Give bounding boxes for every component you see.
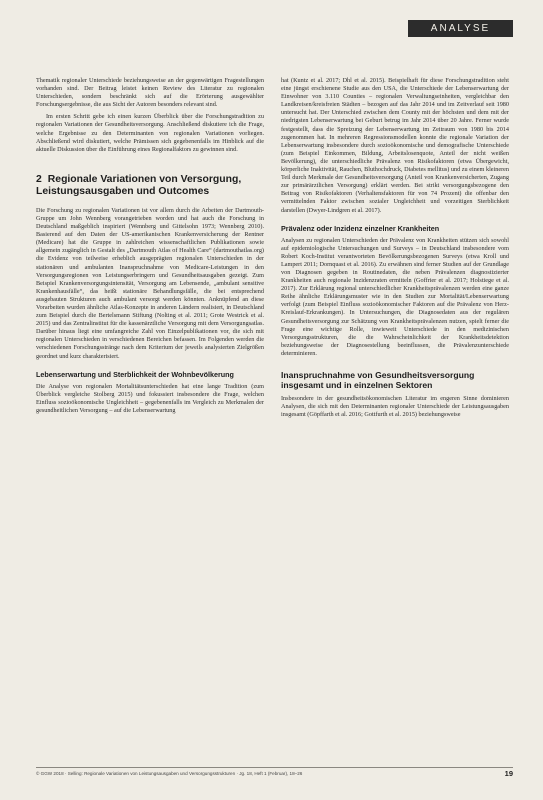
section-title: Regionale Variationen von Versorgung, Leistungsausgaben und Outcomes bbox=[36, 173, 242, 198]
left-column bbox=[36, 77, 264, 419]
right-column bbox=[281, 77, 509, 423]
paragraph: Thematik regionaler Unterschiede beziehungsweise an der gegenwärtigen Fragestellungen vorhanden sind. Der Beitrag leistet keinen Review des Literatur zu regionalen Unterschieden, sondern beschränkt sich auf die Erörterung ausgewählter Forschungsergebnisse, die aus Sicht der Autoren besonders relevant sind. bbox=[36, 77, 264, 109]
section-heading bbox=[36, 174, 264, 199]
page-number: 19 bbox=[504, 769, 513, 778]
paragraph: Die Analyse von regionalen Mortalitätsunterschieden hat eine lange Tradition (zum Überblick vergleiche Stolberg 2015) und fokussiert insbesondere die Frage, welchen Einfluss sozioökonomische Ungleichheit – gegebenenfalls im Vergleich zu Merkmalen der gesundheitlichen Versorgung – auf die Lebenserwartung bbox=[36, 382, 264, 414]
subsection-heading: Inanspruchnahme von Gesundheitsversorgung insgesamt und in einzelnen Sektoren bbox=[281, 370, 475, 391]
footer-citation: © GGW 2018 · Selling: Regionale Variationen von Leistungsausgaben und Versorgungsstrukturen · Jg. 18, Heft 1 (Februar), 18–26 bbox=[36, 771, 303, 776]
subsection-heading: Lebenserwartung und Sterblichkeit der Wohnbevölkerung bbox=[36, 369, 234, 379]
footer-divider bbox=[36, 767, 513, 768]
paragraph: Insbesondere in der gesundheitsökonomischen Literatur im engeren Sinne dominieren Analysen, die sich mit den Determinanten regionaler Unterschiede der Leistungsausgaben insgesamt (Göpffarth et al. 2016; Gottfurth et al. 2015) beziehungsweise bbox=[281, 394, 509, 418]
paragraph: hat (Kuntz et al. 2017; Dhl et al. 2015). Beispielhaft für diese Forschungstradition steht eine jüngst erschienene Studie aus den USA, die Unterschiede der Lebenserwartung der Einwohner von 3.110 Counties – regionalen Verwaltungseinheiten, vergleichbar den Landkreisen/kreisfreien Städten – bezogen auf das Jahr 2014 und im Zeitverlauf seit 1980 untersucht hat. Der Unterschied zwischen dem County mit der höchsten und dem mit der niedrigsten Lebenserwartung bei Geburt betrug im Jahr 2014 über 20 Jahre. Ferner wurde festgestellt, dass die Spreizung der Lebenserwartung im Zeitraum von 1980 bis 2014 zugenommen hat. In mehreren Regressionsmodellen konnte die regionale Variation der Lebenserwartung insbesondere durch sozioökonomische und demografische Unterschiede (zum Beispiel Einkommen, Bildung, Arbeitslosenquote, Anteil der nicht weißen Bevölkerung), die unterschiedliche Prävalenz von Risikofaktoren (etwa Übergewicht, körperliche Inaktivität, Rauchen, Bluthochdruck, Diabetes mellitus) und zu einem kleineren Teil durch Merkmale der Gesundheitsversorgung (Anteil von Krankenversicherten, Zugang zur primärärztlichen Versorgung) erklärt werden. Bei strikt versorgungsbezogene den Beitrag von Risikofaktoren (Verhaltensfaktoren für von 74 Prozent) die offenbar den vermittelnden Faktor zwischen sozialer Ungleichheit und vorzeitigen Sterblichkeit darstellen (Dwyer-Lindgren et al. 2017). bbox=[281, 77, 509, 214]
paragraph: Im ersten Schritt gebe ich einen kurzen Überblick über die Forschungstradition zu regionalen Variationen der Gesundheitsversorgung. Anschließend diskutiere ich die Frage, welche Ergebnisse zu den Determinanten von regionalen Variationen vorliegen. Abschließend wird diskutiert, welche Prämissen sich gegebenenfalls im Hinblick auf die aktuelle Diskussion über die Einführung eines Regionalfaktors zu gewinnen sind. bbox=[36, 113, 264, 153]
paragraph: Analysen zu regionalen Unterschieden der Prävalenz von Krankheiten stützen sich sowohl auf epidemiologische Untersuchungen und Surveys – in Deutschland insbesondere vom Robert Koch-Institut verantworteten Bevölkerungsbezogenen Surveys (etwa Kroll und Lampert 2011; Dornquast et al. 2016). Zu erwähnen sind ferner Studien auf der Grundlage von Diagnosen gegeben in Routinedaten, die neben Prävalenzen diagnostizierter Krankheiten auch regionale Inzidenzraten ermitteln (Goffrier et al. 2017; Holstiege et al. 2017). Zur Erklärung regional unterschiedlicher Krankheitsprävalenzen werden eine ganze Reihe ähnliche Erklärungsmuster wie in den Studien zur Mortalität/Lebenserwartung verfolgt (zum Beispiel Einfluss sozioökonomischer Faktoren auf die Prävalenz von Herz-Kreislauf-Erkrankungen). In Untersuchungen, die Diagnosedaten aus der regulären Gesundheitsversorgung zur Schätzung von Krankheitsprävalenzen nutzen, spielt ferner die Frage eine wichtige Rolle, inwieweit Unterschiede in den medizinischen Versorgungsstrukturen, die die Wahrscheinlichkeit der Krankheitsdetektion beziehungsweise der Diagnosestellung beeinflussen, die Prävalenzunterschiede determinieren. bbox=[281, 236, 509, 357]
subsection-heading: Prävalenz oder Inzidenz einzelner Krankheiten bbox=[281, 223, 440, 233]
paragraph: Die Forschung zu regionalen Variationen ist vor allem durch die Arbeiten der Dartmouth-Gruppe um John Wennberg vorangetrieben worden und hat auch die Forschung in Deutschland maßgeblich inspiriert (Wennberg und Gittelsohn 1973; Wennberg 2010). Basierend auf den Daten der US-amerikanischen Krankenversicherung der Rentner (Medicare) hat die Gruppe in zahlreichen wissenschaftlichen Publikationen sowie allgemein zugänglich in Gestalt des „Dartmouth Atlas of Health Care“ (dartmouthatlas.org) die Evidenz von teilweise erheblich ausgeprägten regionalen Unterschieden in der stationären und ambulanten Inanspruchnahme von Medicare-Leistungen in den Versorgungsregionen von Leistungserbringern und Gesundheitsausgaben gezeigt. Zum Beispiel Krankenversorgungsintensität, Versorgung am Lebensende, „ambulant sensitive Krankenhausfälle“, das heißt stationäre Behandlungsfälle, die bei entsprechend ausgebauten Strukturen auch ambulant versorgt werden könnten. Anknüpfend an diese Vorarbeiten wurden ähnliche Atlas-Konzepte in anderen Ländern realisiert, in Deutschland zum Beispiel durch die Bertelsmann Stiftung (Nolting et al. 2011; Grote Westrick et al. 2015) und das Zentralinstitut für die kassenärztliche Versorgung mit dem Versorgungsatlas. Darüber hinaus liegt eine umfangreiche Zahl von Einzelpublikationen vor, die sich mit regionalen Unterschieden in verschiedenen Bereichen befassen. Im Folgenden werden die verschiedenen Forschungsstränge nach dem Kriterium der jeweils analysierten Zielgrößen geordnet und kurz charakterisiert. bbox=[36, 206, 264, 360]
section-number: 2 bbox=[36, 173, 42, 185]
section-label: ANALYSE bbox=[408, 20, 513, 37]
